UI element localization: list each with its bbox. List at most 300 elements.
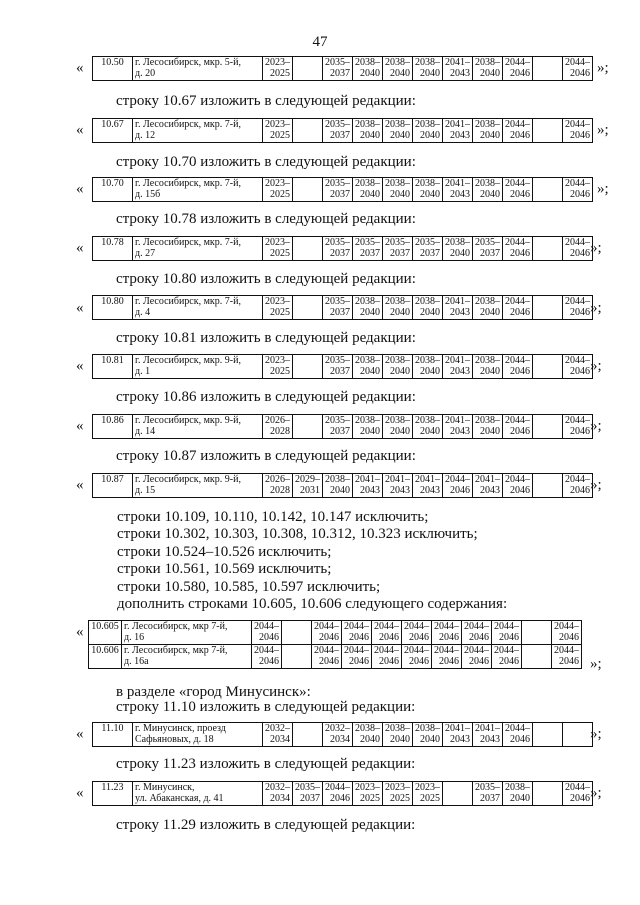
year-cell [263,355,293,379]
year-line: 2046 [510,485,530,496]
row-table [92,295,593,320]
year-cell [372,645,402,669]
year-cell [323,723,353,747]
year-line: 2044– [565,237,590,248]
year-line: 2044– [494,621,519,632]
row-number: 10.87 [93,474,133,498]
row-number: 10.70 [93,178,133,202]
year-line: 2038– [415,415,440,426]
year-line: 2046 [439,632,459,643]
address-line: г. Лесосибирск, мкр. 9-й, [135,355,241,366]
year-line: 2046 [259,656,279,667]
open-quote: « [76,624,84,640]
close-quote: »; [590,418,602,434]
year-cell [323,782,353,806]
year-line: 2044– [404,645,429,656]
year-line: 2044– [505,237,530,248]
year-cell [353,296,383,320]
year-cell [263,296,293,320]
year-cell [473,782,503,806]
year-line: 2035– [295,782,320,793]
year-line: 2046 [559,656,579,667]
year-line: 2046 [379,632,399,643]
row-number: 10.67 [93,119,133,143]
heading-11-29: строку 11.29 изложить в следующей редакции: [116,817,416,833]
year-cell [432,645,462,669]
year-cell [492,621,522,645]
year-cell [563,119,593,143]
row-number: 10.80 [93,296,133,320]
year-line: 2037 [330,68,350,79]
year-line: 2040 [510,793,530,804]
year-line: 2023– [385,782,410,793]
row-table [92,473,593,498]
year-cell [413,296,443,320]
year-line: 2023– [265,119,290,130]
paragraph-line: строки 10.524–10.526 исключить; [117,543,332,560]
year-line: 2040 [360,130,380,141]
address-line: д. 12 [135,130,156,141]
year-line: 2040 [360,426,380,437]
year-line: 2043 [450,68,470,79]
year-line: 2041– [475,474,500,485]
table-row [93,782,593,806]
year-line: 2023– [355,782,380,793]
year-line: 2041– [385,474,410,485]
address-cell [133,57,263,81]
year-line: 2041– [415,474,440,485]
year-cell [353,119,383,143]
heading-10-87: строку 10.87 изложить в следующей редакции: [116,448,416,464]
year-cell [473,415,503,439]
open-quote: « [76,358,84,374]
heading-10-81: строку 10.81 изложить в следующей редакции: [116,330,416,346]
year-cell [503,178,533,202]
address-line: Сафьяновых, д. 18 [135,734,214,745]
year-cell [323,415,353,439]
year-line: 2046 [510,307,530,318]
year-line: 2044– [344,621,369,632]
year-cell [252,621,282,645]
year-line: 2032– [325,723,350,734]
year-line: 2038– [475,415,500,426]
year-cell [473,237,503,261]
year-line: 2035– [385,237,410,248]
year-line: 2041– [445,178,470,189]
address-line: д. 16 [124,632,145,643]
year-cell [383,415,413,439]
year-line: 2046 [510,426,530,437]
year-cell [432,621,462,645]
year-line: 2046 [450,485,470,496]
year-line: 2044– [374,645,399,656]
year-cell [413,782,443,806]
year-line: 2041– [445,415,470,426]
address-cell [133,474,263,498]
year-cell [413,415,443,439]
year-line: 2043 [450,189,470,200]
year-line: 2040 [390,307,410,318]
year-line: 2040 [390,426,410,437]
year-cell [503,782,533,806]
year-line: 2044– [434,645,459,656]
address-cell [133,415,263,439]
row-number: 10.86 [93,415,133,439]
year-line: 2046 [570,189,590,200]
year-cell [503,296,533,320]
year-line: 2044– [404,621,429,632]
year-cell [252,645,282,669]
open-quote: « [76,477,84,493]
year-line: 2032– [265,782,290,793]
year-cell [473,119,503,143]
year-line: 2044– [505,723,530,734]
year-cell [323,296,353,320]
year-line: 2026– [265,415,290,426]
year-cell [563,355,593,379]
year-cell [353,178,383,202]
year-line: 2035– [355,237,380,248]
address-line: г. Лесосибирск, мкр 7-й, [124,645,228,656]
year-line: 2044– [565,296,590,307]
year-cell [383,782,413,806]
year-line: 2041– [445,119,470,130]
row-table [92,56,593,81]
year-line: 2040 [360,189,380,200]
year-cell [293,178,323,202]
year-line: 2038– [415,723,440,734]
year-line: 2040 [390,130,410,141]
year-line: 2025 [390,793,410,804]
paragraph-line: строки 10.580, 10.585, 10.597 исключить; [117,578,381,595]
heading-10-86: строку 10.86 изложить в следующей редакции: [116,389,416,405]
heading-10-78: строку 10.78 изложить в следующей редакции: [116,211,416,227]
year-cell [503,355,533,379]
year-line: 2025 [270,366,290,377]
year-cell [293,782,323,806]
year-cell [503,474,533,498]
year-cell [413,119,443,143]
year-line: 2044– [374,621,399,632]
year-cell [443,178,473,202]
year-line: 2034 [270,793,290,804]
year-line: 2046 [469,656,489,667]
year-line: 2038– [385,119,410,130]
year-line: 2040 [390,734,410,745]
year-line: 2037 [420,248,440,259]
year-line: 2035– [325,119,350,130]
year-line: 2035– [475,237,500,248]
year-cell [383,237,413,261]
year-line: 2046 [570,130,590,141]
year-cell [263,178,293,202]
year-line: 2041– [445,355,470,366]
year-line: 2040 [480,426,500,437]
year-cell [522,645,552,669]
year-line: 2038– [445,237,470,248]
year-cell [402,621,432,645]
year-line: 2023– [265,296,290,307]
table-row [93,178,593,202]
year-line: 2044– [554,645,579,656]
year-line: 2040 [360,68,380,79]
year-line: 2041– [445,296,470,307]
year-line: 2025 [360,793,380,804]
year-cell [443,119,473,143]
year-cell [443,415,473,439]
year-line: 2038– [325,474,350,485]
year-cell [323,355,353,379]
close-quote: »; [597,60,609,76]
year-line: 2046 [559,632,579,643]
year-line: 2046 [409,632,429,643]
year-cell [443,296,473,320]
year-line: 2044– [565,119,590,130]
year-line: 2025 [270,68,290,79]
table-row [93,296,593,320]
year-line: 2044– [565,782,590,793]
year-cell [533,119,563,143]
heading-10-67: строку 10.67 изложить в следующей редакции: [116,93,416,109]
year-cell [533,415,563,439]
year-line: 2023– [265,355,290,366]
year-line: 2040 [390,189,410,200]
open-quote: « [76,300,84,316]
address-line: г. Лесосибирск, мкр. 5-й, [135,57,241,68]
year-cell [563,237,593,261]
year-cell [443,782,473,806]
year-line: 2037 [300,793,320,804]
year-line: 2034 [270,734,290,745]
close-quote: »; [590,785,602,801]
year-line: 2040 [480,307,500,318]
year-line: 2040 [420,189,440,200]
year-cell [552,645,582,669]
year-line: 2044– [254,621,279,632]
year-line: 2046 [349,656,369,667]
year-cell [282,621,312,645]
year-line: 2023– [265,57,290,68]
year-cell [503,723,533,747]
year-line: 2038– [385,57,410,68]
year-line: 2041– [475,723,500,734]
year-line: 2040 [390,366,410,377]
year-line: 2037 [330,366,350,377]
address-line: г. Лесосибирск, мкр. 7-й, [135,237,241,248]
page-number: 47 [312,34,328,50]
year-line: 2037 [480,793,500,804]
year-line: 2038– [355,355,380,366]
year-line: 2040 [420,734,440,745]
year-line: 2037 [330,248,350,259]
year-line: 2044– [505,355,530,366]
year-cell [383,296,413,320]
year-line: 2038– [385,296,410,307]
close-quote: »; [590,358,602,374]
address-cell [133,723,263,747]
year-line: 2040 [360,734,380,745]
year-cell [443,237,473,261]
year-line: 2040 [330,485,350,496]
year-line: 2035– [325,57,350,68]
open-quote: « [76,60,84,76]
year-line: 2035– [325,178,350,189]
year-cell [323,178,353,202]
year-line: 2040 [390,68,410,79]
year-line: 2038– [415,296,440,307]
section-heading: в разделе «город Минусинск»: [116,684,311,700]
year-line: 2038– [415,119,440,130]
address-line: г. Лесосибирск, мкр. 9-й, [135,474,241,485]
year-line: 2025 [270,248,290,259]
year-line: 2046 [570,426,590,437]
year-line: 2043 [420,485,440,496]
address-line: г. Лесосибирск, мкр. 7-й, [135,178,241,189]
address-cell [122,621,252,645]
row-table [92,118,593,143]
year-cell [533,355,563,379]
year-line: 2035– [325,237,350,248]
row-number: 10.606 [89,645,122,669]
address-cell [133,296,263,320]
year-cell [522,621,552,645]
year-line: 2040 [420,366,440,377]
year-line: 2028 [270,426,290,437]
row-table [92,722,593,747]
year-cell [383,355,413,379]
year-cell [533,474,563,498]
year-line: 2040 [450,248,470,259]
year-line: 2046 [469,632,489,643]
year-cell [323,237,353,261]
year-cell [473,723,503,747]
year-line: 2038– [355,723,380,734]
year-line: 2046 [570,485,590,496]
year-cell [293,415,323,439]
year-cell [473,355,503,379]
year-line: 2038– [415,57,440,68]
year-cell [473,296,503,320]
address-line: д. 16а [124,656,149,667]
address-line: г. Лесосибирск, мкр. 7-й, [135,296,241,307]
address-cell [133,178,263,202]
year-cell [342,621,372,645]
year-cell [563,782,593,806]
year-line: 2032– [265,723,290,734]
year-line: 2034 [330,734,350,745]
address-line: д. 4 [135,307,151,318]
year-line: 2037 [330,426,350,437]
paragraph-line: строки 10.109, 10.110, 10.142, 10.147 исключить; [117,509,429,525]
address-line: д. 15б [135,189,161,200]
open-quote: « [76,785,84,801]
year-line: 2043 [480,485,500,496]
year-cell [503,57,533,81]
year-line: 2044– [464,645,489,656]
year-line: 2046 [439,656,459,667]
year-cell [462,621,492,645]
year-line: 2044– [505,415,530,426]
year-cell [263,474,293,498]
heading-11-23: строку 11.23 изложить в следующей редакции: [116,756,416,772]
year-line: 2025 [270,130,290,141]
year-line: 2038– [355,415,380,426]
year-line: 2038– [475,57,500,68]
year-cell [473,474,503,498]
close-quote: »; [597,181,609,197]
address-cell [133,237,263,261]
row-number: 11.10 [93,723,133,747]
table-row [93,57,593,81]
year-line: 2043 [450,426,470,437]
row-number: 11.23 [93,782,133,806]
year-line: 2044– [314,621,339,632]
year-line: 2038– [475,355,500,366]
year-cell [372,621,402,645]
year-line: 2037 [330,130,350,141]
year-cell [293,57,323,81]
year-line: 2040 [480,68,500,79]
close-quote: »; [590,477,602,493]
heading-11-10: строку 11.10 изложить в следующей редакции: [116,699,416,715]
year-cell [383,178,413,202]
row-number: 10.50 [93,57,133,81]
year-line: 2046 [510,248,530,259]
year-cell [293,296,323,320]
row-table [92,236,593,261]
year-line: 2035– [325,415,350,426]
year-line: 2044– [565,355,590,366]
year-cell [552,621,582,645]
year-cell [353,474,383,498]
year-line: 2037 [390,248,410,259]
year-line: 2046 [379,656,399,667]
year-cell [312,621,342,645]
open-quote: « [76,181,84,197]
year-cell [353,782,383,806]
year-line: 2038– [385,415,410,426]
year-cell [263,237,293,261]
year-cell [413,178,443,202]
year-cell [293,237,323,261]
address-line: д. 14 [135,426,156,437]
year-line: 2041– [355,474,380,485]
close-quote: »; [590,240,602,256]
table-row [89,645,582,669]
address-cell [133,119,263,143]
year-line: 2038– [415,355,440,366]
year-line: 2046 [259,632,279,643]
row-table [92,177,593,202]
year-line: 2035– [325,296,350,307]
year-line: 2046 [409,656,429,667]
year-line: 2035– [415,237,440,248]
year-line: 2046 [510,734,530,745]
year-line: 2046 [330,793,350,804]
year-line: 2040 [480,130,500,141]
year-line: 2044– [505,296,530,307]
year-line: 2046 [510,68,530,79]
year-line: 2025 [270,307,290,318]
year-line: 2044– [565,474,590,485]
table-row [93,237,593,261]
year-cell [563,723,593,747]
year-line: 2046 [319,632,339,643]
year-line: 2043 [480,734,500,745]
year-cell [383,57,413,81]
year-line: 2035– [325,355,350,366]
close-quote: »; [597,122,609,138]
